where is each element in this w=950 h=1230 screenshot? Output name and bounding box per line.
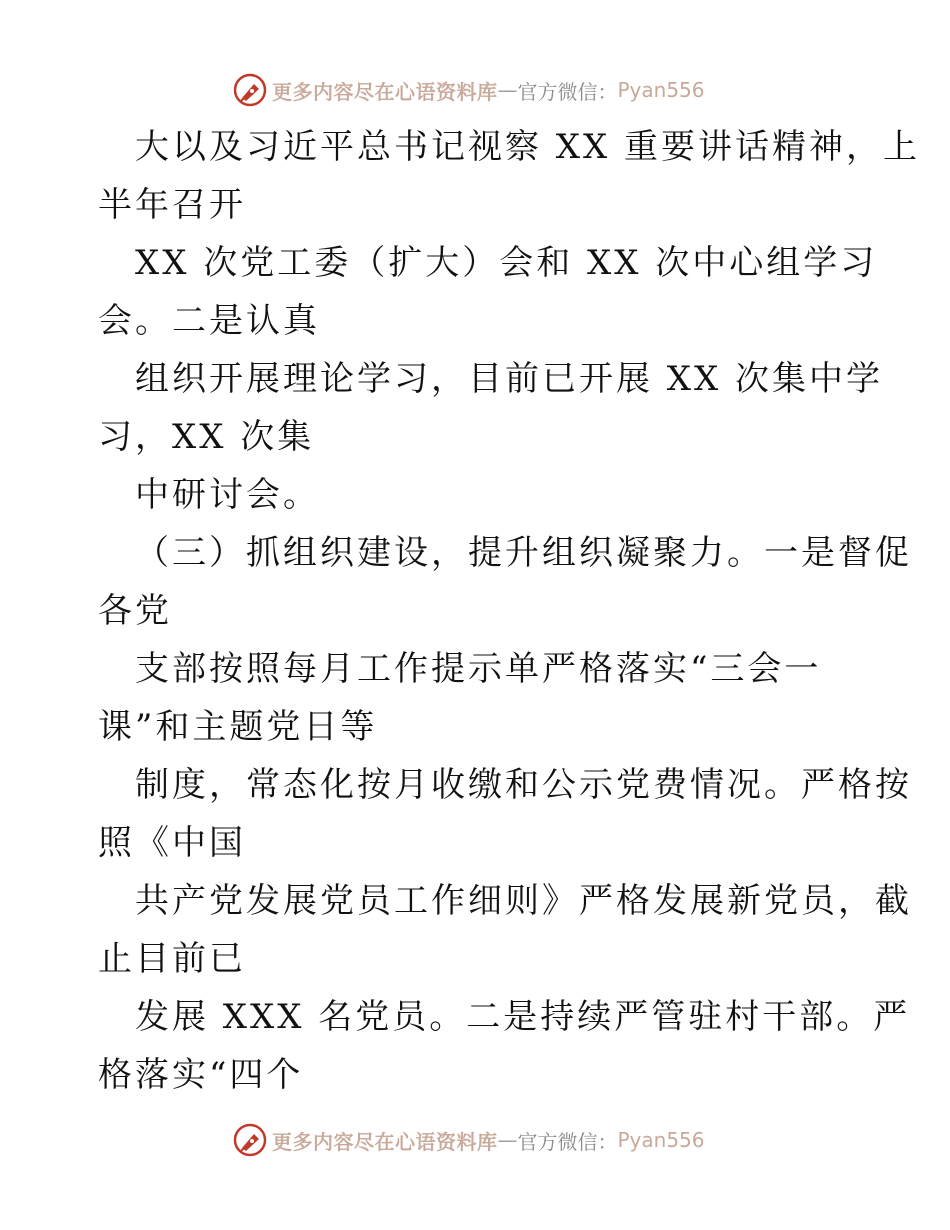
watermark-separator: — — [497, 78, 518, 102]
body-line: 止目前已 — [98, 939, 246, 979]
pen-nib-logo-icon — [232, 1122, 268, 1158]
body-line: 大以及习近平总书记视察 XX 重要讲话精神，上 — [135, 127, 921, 167]
watermark-wechat-id: Pyan556 — [617, 78, 705, 102]
body-line: 格落实“四个 — [98, 1055, 304, 1095]
body-line: 支部按照每月工作提示单严格落实“三会一 — [135, 649, 822, 689]
body-line: 照《中国 — [98, 823, 246, 863]
watermark-wechat-id: Pyan556 — [617, 1128, 705, 1152]
body-line: 会。二是认真 — [98, 301, 320, 341]
body-line: 组织开展理论学习，目前已开展 XX 次集中学 — [135, 359, 884, 399]
body-line: 制度，常态化按月收缴和公示党费情况。严格按 — [135, 765, 912, 805]
watermark-tail-text: 官方微信： — [517, 79, 618, 104]
body-line: 半年召开 — [98, 185, 246, 225]
body-line: 各党 — [98, 591, 172, 631]
body-line: 共产党发展党员工作细则》严格发展新党员，截 — [135, 881, 912, 921]
body-line: 中研讨会。 — [135, 475, 320, 515]
body-line: （三）抓组织建设，提升组织凝聚力。一是督促 — [135, 533, 912, 573]
watermark-main-text: 更多内容尽在心语资料库 — [272, 79, 498, 104]
footer-watermark — [232, 1120, 705, 1160]
body-line: 发展 XXX 名党员。二是持续严管驻村干部。严 — [135, 997, 911, 1037]
watermark-main-text: 更多内容尽在心语资料库 — [272, 1129, 498, 1154]
watermark-tail-text: 官方微信： — [517, 1129, 618, 1154]
watermark-separator: — — [497, 1128, 518, 1152]
body-line: XX 次党工委（扩大）会和 XX 次中心组学习 — [135, 243, 878, 283]
body-line: 课”和主题党日等 — [98, 707, 378, 747]
body-line: 习，XX 次集 — [98, 417, 315, 457]
